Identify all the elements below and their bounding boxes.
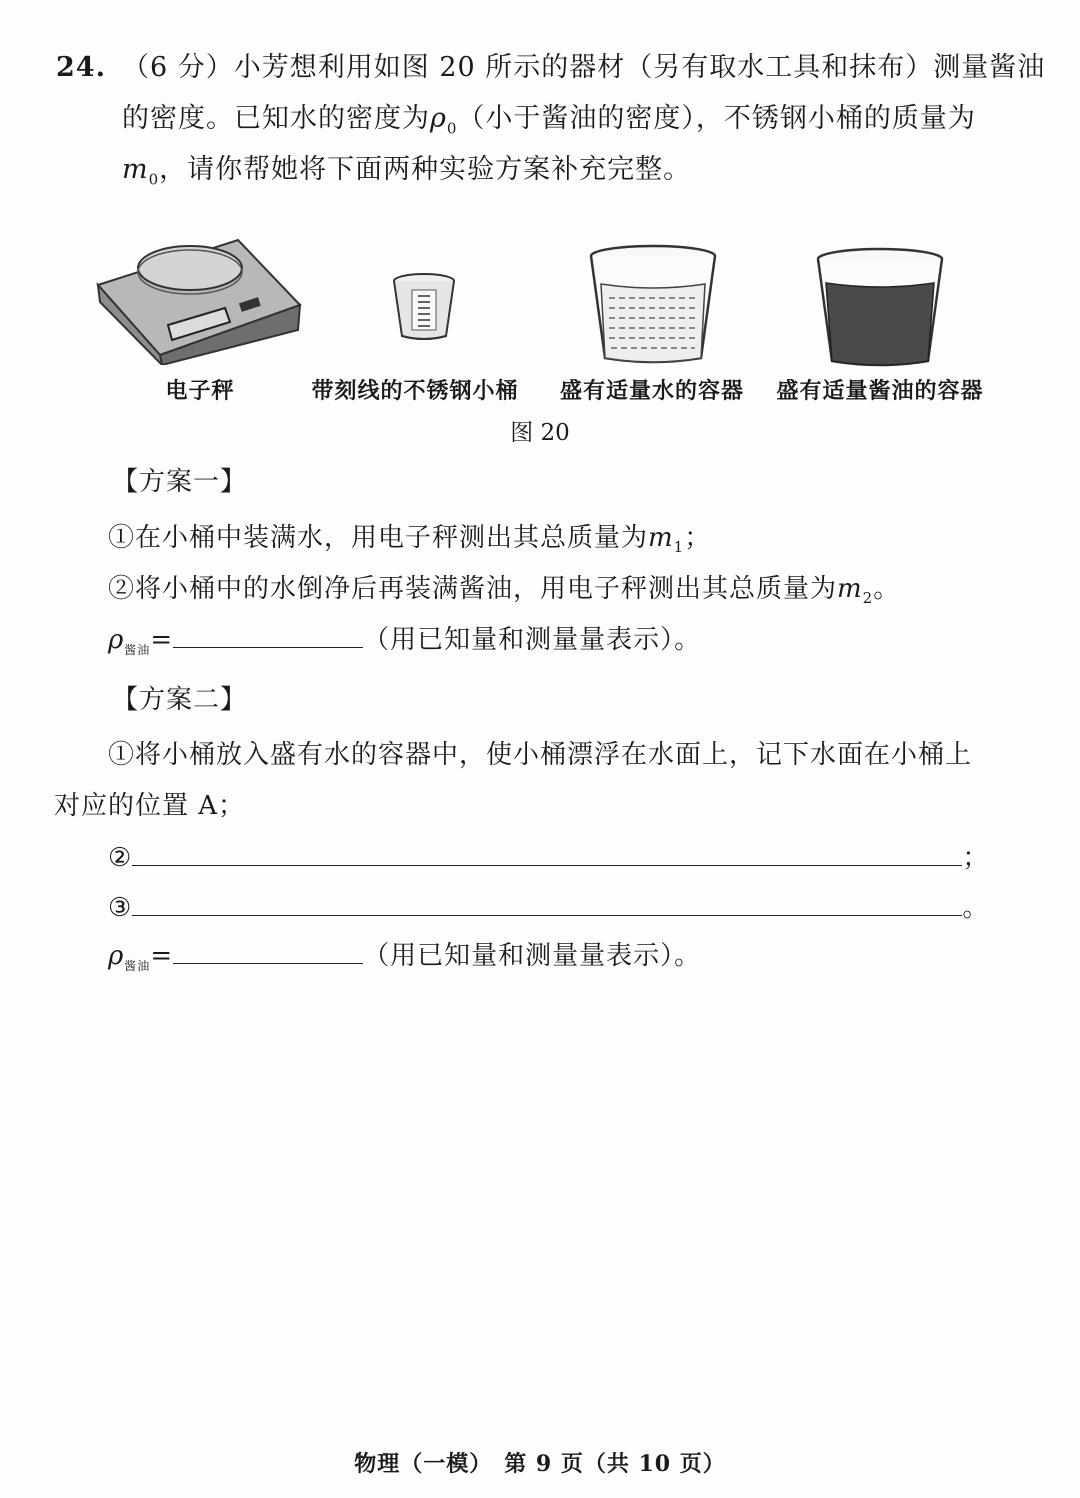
question-intro-line2: 的密度。已知水的密度为$\rho_0$（小于酱油的密度），不锈钢小桶的质量为 (122, 103, 976, 138)
question-intro-line1: （6 分）小芳想利用如图 20 所示的器材（另有取水工具和抹布）测量酱油 (122, 52, 1046, 83)
plan1-answer: $\rho_{酱油}=$ （用已知量和测量量表示）。 (108, 625, 702, 658)
plan2-title: 【方案二】 (112, 685, 248, 715)
water-container-image (587, 242, 719, 367)
plan2-step3-blank[interactable] (132, 895, 962, 916)
plan2-step1-line2: 对应的位置 A； (54, 791, 246, 821)
figure-label: 图 20 (510, 420, 570, 446)
plan1-step1: ①在小桶中装满水，用电子秤测出其总质量为$m_1$； (108, 523, 712, 557)
electronic-scale-image (90, 230, 305, 365)
plan2-answer: $\rho_{酱油}=$ （用已知量和测量量表示）。 (108, 941, 702, 974)
small-bucket-image (388, 272, 460, 344)
plan1-answer-blank[interactable] (173, 627, 363, 648)
plan2-step2-blank[interactable] (132, 845, 962, 866)
m0-symbol: m (122, 154, 149, 185)
rho-symbol: ρ (430, 103, 447, 134)
page-footer: 物理（一模） 第 9 页（共 10 页） (354, 1451, 726, 1477)
plan1-step2: ②将小桶中的水倒净后再装满酱油，用电子秤测出其总质量为$m_2$。 (108, 574, 901, 608)
plan2-step1-line1: ①将小桶放入盛有水的容器中，使小桶漂浮在水面上，记下水面在小桶上 (108, 740, 973, 770)
question-number: 24. (56, 52, 106, 83)
caption-water-container: 盛有适量水的容器 (559, 378, 744, 404)
caption-soy-sauce-container: 盛有适量酱油的容器 (776, 378, 984, 404)
soy-sauce-container-image (814, 245, 946, 370)
caption-electronic-scale: 电子秤 (165, 378, 235, 404)
plan2-step2: ② ； (108, 843, 990, 873)
plan1-title: 【方案一】 (112, 467, 248, 497)
caption-small-bucket: 带刻线的不锈钢小桶 (311, 378, 519, 404)
plan2-step3: ③ 。 (108, 893, 990, 923)
plan2-answer-blank[interactable] (173, 943, 363, 964)
question-intro-line3: $m_0$，请你帮她将下面两种实验方案补充完整。 (122, 154, 692, 189)
